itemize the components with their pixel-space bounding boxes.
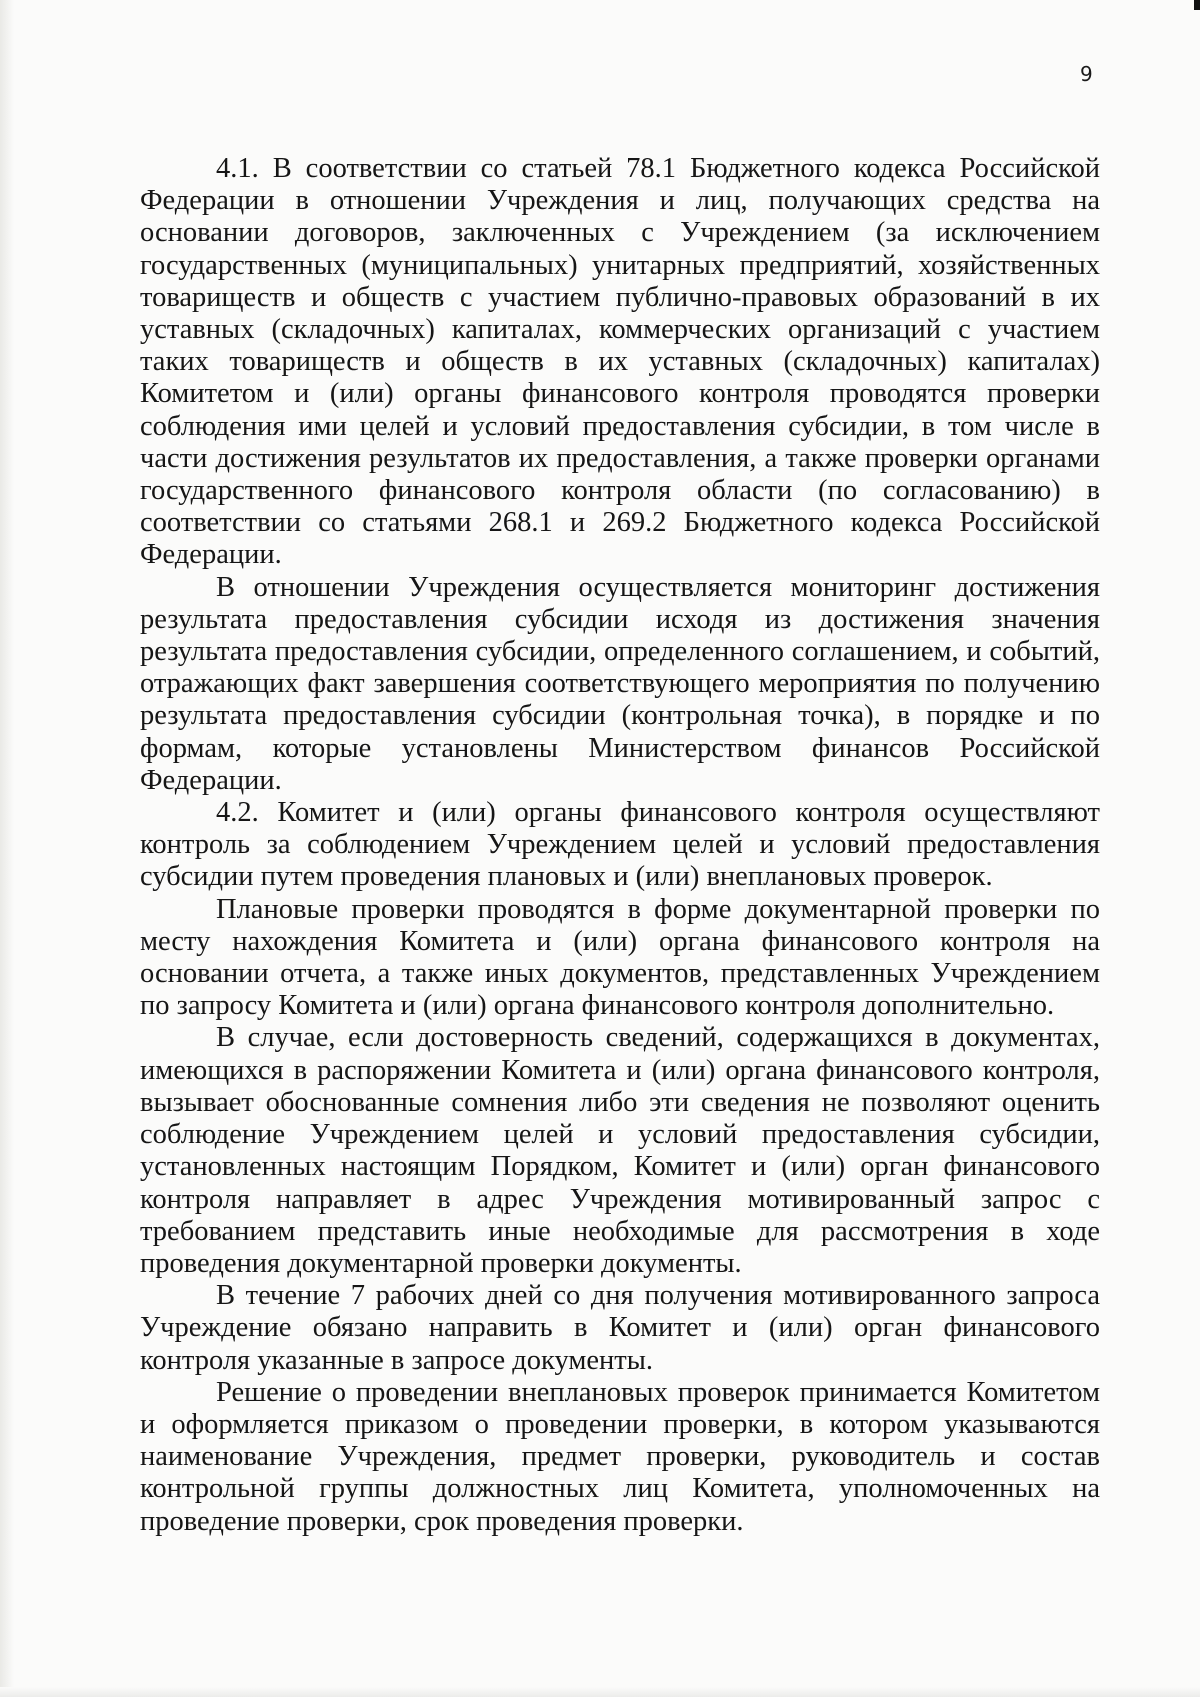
paragraph-seven-days: В течение 7 рабочих дней со дня получения мотивированного запроса Учреждение обязано направить в Комитет и (или) орган финансового контроля указанные в запросе документы. — [140, 1280, 1100, 1376]
paragraph-monitoring: В отношении Учреждения осуществляется мониторинг достижения результата предоставления субсидии исходя из достижения значения результата предоставления субсидии, определенного соглашением, и событий, отражающих факт завершения соответствующего мероприятия по получению результата предоставления субсидии (контрольная точка), в порядке и по формам, которые установлены Министерством финансов Российской Федерации. — [140, 571, 1100, 796]
paragraph-reliability-doubt: В случае, если достоверность сведений, содержащихся в документах, имеющихся в распоряжении Комитета и (или) органа финансового контроля, вызывает обоснованные сомнения либо эти сведения не позволяют оценить соблюдение Учреждением целей и условий предоставления субсидии, установленных настоящим Порядком, Комитет и (или) орган финансового контроля направляет в адрес Учреждения мотивированный запрос с требованием представить иные необходимые для рассмотрения в ходе проведения документарной проверки документы. — [140, 1022, 1100, 1279]
page-number: 9 — [1080, 62, 1093, 86]
scan-edge-left — [0, 0, 14, 1697]
scan-corner-mark — [1194, 0, 1200, 10]
paragraph-4-2: 4.2. Комитет и (или) органы финансового контроля осуществляют контроль за соблюдением Учреждением целей и условий предоставления субсидии путем проведения плановых и (или) внеплановых проверок. — [140, 797, 1100, 893]
paragraph-planned-checks: Плановые проверки проводятся в форме документарной проверки по месту нахождения Комитета и (или) органа финансового контроля на основании отчета, а также иных документов, представленных Учреждением по запросу Комитета и (или) органа финансового контроля дополнительно. — [140, 893, 1100, 1022]
paragraph-unplanned-checks: Решение о проведении внеплановых проверок принимается Комитетом и оформляется приказом о проведении проверки, в котором указываются наименование Учреждения, предмет проверки, руководитель и состав контрольной группы должностных лиц Комитета, уполномоченных на проведение проверки, срок проведения проверки. — [140, 1376, 1100, 1537]
document-body — [140, 153, 1100, 1538]
scan-edge-bottom — [0, 1687, 1200, 1697]
paragraph-4-1: 4.1. В соответствии со статьей 78.1 Бюджетного кодекса Российской Федерации в отношении Учреждения и лиц, получающих средства на основании договоров, заключенных с Учреждением (за исключением государственных (муниципальных) унитарных предприятий, хозяйственных товариществ и обществ с участием публично-правовых образований в их уставных (складочных) капиталах, коммерческих организаций с участием таких товариществ и обществ в их уставных (складочных) капиталах) Комитетом и (или) органы финансового контроля проводятся проверки соблюдения ими целей и условий предоставления субсидии, в том числе в части достижения результатов их предоставления, а также проверки органами государственного финансового контроля области (по согласованию) в соответствии со статьями 268.1 и 269.2 Бюджетного кодекса Российской Федерации. — [140, 153, 1100, 571]
